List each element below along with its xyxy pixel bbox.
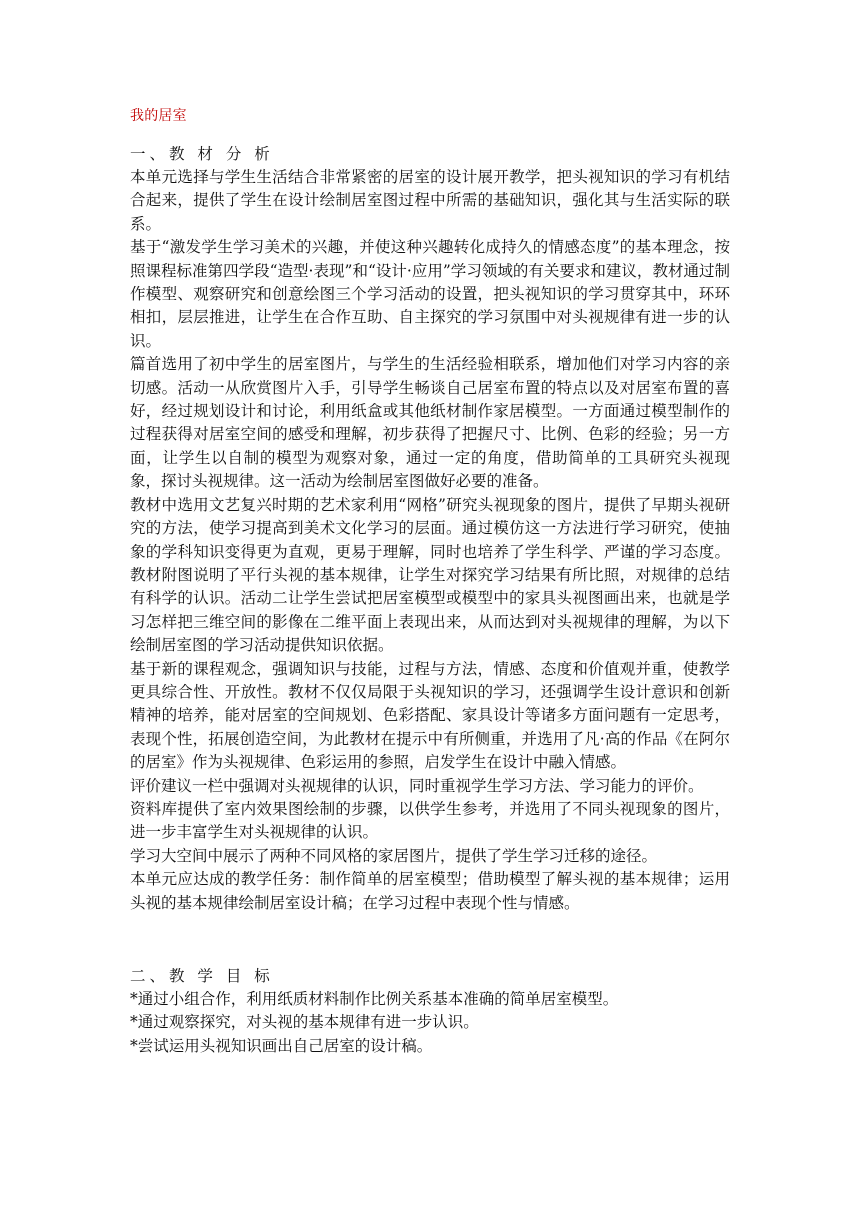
section-teaching-goals — [130, 964, 730, 1058]
section-spacer — [130, 915, 730, 964]
paragraph: 资料库提供了室内效果图绘制的步骤，以供学生参考，并选用了不同头视现象的图片，进一步丰富学生对头视规律的认识。 — [130, 799, 730, 842]
paragraph: 本单元应达成的教学任务：制作简单的居室模型；借助模型了解头视的基本规律；运用头视的基本规律绘制居室设计稿；在学习过程中表现个性与情感。 — [130, 870, 730, 912]
document-page — [130, 104, 730, 1058]
paragraph: 教材中选用文艺复兴时期的艺术家利用“网格”研究头视现象的图片，提供了早期头视研究的方法，使学习提高到美术文化学习的层面。通过模仿这一方法进行学习研究，使抽象的学科知识变得更为直观，更易于理解，同时也培养了学生科学、严谨的学习态度。教材附图说明了平行头视的基本规律，让学生对探究学习结果有所比照，对规律的总结有科学的认识。活动二让学生尝试把居室模型或模型中的家具头视图画出来，也就是学习怎样把三维空间的影像在二维平面上表现出来，从而达到对头视规律的理解，为以下绘制居室图的学习活动提供知识依据。 — [130, 495, 730, 655]
goal-item: *尝试运用头视知识画出自己居室的设计稿。 — [130, 1036, 433, 1055]
goal-item: *通过观察探究，对头视的基本规律有进一步认识。 — [130, 1013, 479, 1032]
paragraph: 本单元选择与学生生活结合非常紧密的居室的设计展开教学，把头视知识的学习有机结合起来，提供了学生在设计绘制居室图过程中所需的基础知识，强化其与生活实际的联系。 — [130, 168, 730, 233]
section-heading: 二、教 学 目 标 — [130, 967, 274, 985]
paragraph: 篇首选用了初中学生的居室图片，与学生的生活经验相联系，增加他们对学习内容的亲切感。活动一从欣赏图片入手，引导学生畅谈自己居室布置的特点以及对居室布置的喜好，经过规划设计和讨论，利用纸盒或其他纸材制作家居模型。一方面通过模型制作的过程获得对居室空间的感受和理解，初步获得了把握尺寸、比例、色彩的经验；另一方面，让学生以自制的模型为观察对象，通过一定的角度，借助简单的工具研究头视现象，探讨头视规律。这一活动为绘制居室图做好必要的准备。 — [130, 355, 730, 491]
section-heading: 一、教 材 分 析 — [130, 145, 274, 163]
goal-item: *通过小组合作，利用纸质材料制作比例关系基本准确的简单居室模型。 — [130, 990, 619, 1008]
document-title: 我的居室 — [130, 108, 187, 124]
paragraph: 基于“激发学生学习美术的兴趣，并使这种兴趣转化成持久的情感态度”的基本理念，按照课程标准第四学段“造型·表现”和“设计·应用”学习领域的有关要求和建议，教材通过制作模型、观察研究和创意绘图三个学习活动的设置，把头视知识的学习贯穿其中，环环相扣，层层推进，让学生在合作互助、自主探究的学习氛围中对头视规律有进一步的认识。 — [130, 238, 730, 350]
paragraph: 学习大空间中展示了两种不同风格的家居图片，提供了学生学习迁移的途径。 — [130, 846, 658, 865]
paragraph: 评价建议一栏中强调对头视规律的认识，同时重视学生学习方法、学习能力的评价。 — [130, 776, 704, 795]
section-textbook-analysis — [130, 142, 730, 915]
paragraph: 基于新的课程观念，强调知识与技能，过程与方法，情感、态度和价值观并重，使教学更具综合性、开放性。教材不仅仅局限于头视知识的学习，还强调学生设计意识和创新精神的培养，能对居室的空间规划、色彩搭配、家具设计等诸多方面问题有一定思考，表现个性，拓展创造空间，为此教材在提示中有所侧重，并选用了凡·高的作品《在阿尔的居室》作为头视规律、色彩运用的参照，启发学生在设计中融入情感。 — [130, 659, 730, 772]
